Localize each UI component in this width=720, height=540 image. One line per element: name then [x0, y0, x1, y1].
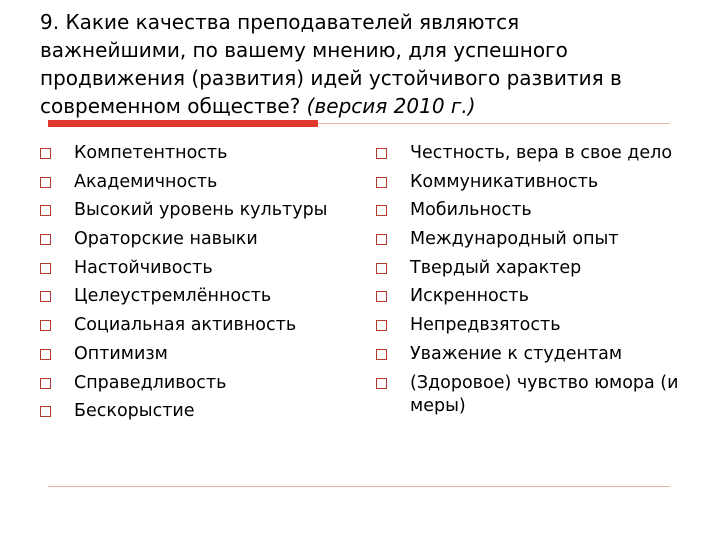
square-bullet-icon	[40, 177, 51, 188]
square-bullet-icon	[40, 291, 51, 302]
list-item-label: Непредвзятость	[410, 315, 561, 336]
footer-divider	[48, 486, 670, 487]
list-item	[376, 314, 696, 337]
square-bullet-icon	[376, 177, 387, 188]
title-underline-accent	[48, 120, 318, 127]
list-item-label: Ораторские навыки	[74, 229, 258, 250]
list-item-label: Оптимизм	[74, 343, 168, 364]
list-item-label: Справедливость	[74, 372, 227, 393]
list-item	[40, 285, 350, 308]
list-item	[376, 343, 696, 366]
list-item	[40, 372, 350, 395]
list-item-label: Социальная активность	[74, 315, 297, 336]
square-bullet-icon	[376, 205, 387, 216]
square-bullet-icon	[40, 234, 51, 245]
list-item-label: Высокий уровень культуры	[74, 200, 328, 221]
list-item-label: Международный опыт	[410, 229, 619, 250]
list-item	[40, 257, 350, 280]
title-version-note: (версия 2010 г.)	[306, 94, 476, 118]
square-bullet-icon	[376, 263, 387, 274]
list-item-label: Мобильность	[410, 200, 532, 221]
list-item	[40, 314, 350, 337]
square-bullet-icon	[40, 148, 51, 159]
square-bullet-icon	[376, 378, 387, 389]
list-item-label: Уважение к студентам	[410, 343, 623, 364]
square-bullet-icon	[376, 320, 387, 331]
title-line-4	[40, 92, 700, 120]
list-item-label: Настойчивость	[74, 257, 213, 278]
title-line-3: продвижения (развития) идей устойчивого развития в	[40, 66, 622, 90]
title-line-2: важнейшими, по вашему мнению, для успешного	[40, 38, 568, 62]
list-item-label: Коммуникативность	[410, 171, 599, 192]
list-item	[40, 142, 350, 165]
square-bullet-icon	[376, 148, 387, 159]
list-item	[40, 199, 350, 222]
list-item	[376, 171, 696, 194]
square-bullet-icon	[376, 234, 387, 245]
list-item	[40, 171, 350, 194]
list-item	[376, 199, 696, 222]
title-line-4-text: современном обществе?	[40, 94, 307, 118]
square-bullet-icon	[376, 349, 387, 360]
qualities-list-right	[376, 142, 696, 423]
list-item-label: (Здоровое) чувство юмора (и меры)	[410, 372, 679, 416]
list-item	[40, 400, 350, 423]
list-item-label: Искренность	[410, 286, 529, 307]
list-item	[40, 343, 350, 366]
square-bullet-icon	[40, 378, 51, 389]
square-bullet-icon	[40, 406, 51, 417]
list-item-label: Компетентность	[74, 143, 228, 163]
list-item-label: Честность, вера в свое дело	[410, 143, 673, 163]
square-bullet-icon	[40, 263, 51, 274]
list-item-label: Твердый характер	[410, 257, 582, 278]
list-item	[376, 372, 696, 418]
list-item	[376, 257, 696, 280]
square-bullet-icon	[40, 320, 51, 331]
list-item	[376, 285, 696, 308]
list-item	[40, 228, 350, 251]
qualities-list-left	[40, 142, 350, 429]
list-item	[376, 228, 696, 251]
title-line-1: 9. Какие качества преподавателей являются	[40, 10, 520, 34]
list-item-label: Целеустремлённость	[74, 286, 272, 307]
square-bullet-icon	[40, 205, 51, 216]
list-item	[376, 142, 696, 165]
square-bullet-icon	[376, 291, 387, 302]
list-item-label: Бескорыстие	[74, 401, 195, 422]
list-item-label: Академичность	[74, 171, 218, 192]
square-bullet-icon	[40, 349, 51, 360]
slide-title	[40, 8, 700, 120]
